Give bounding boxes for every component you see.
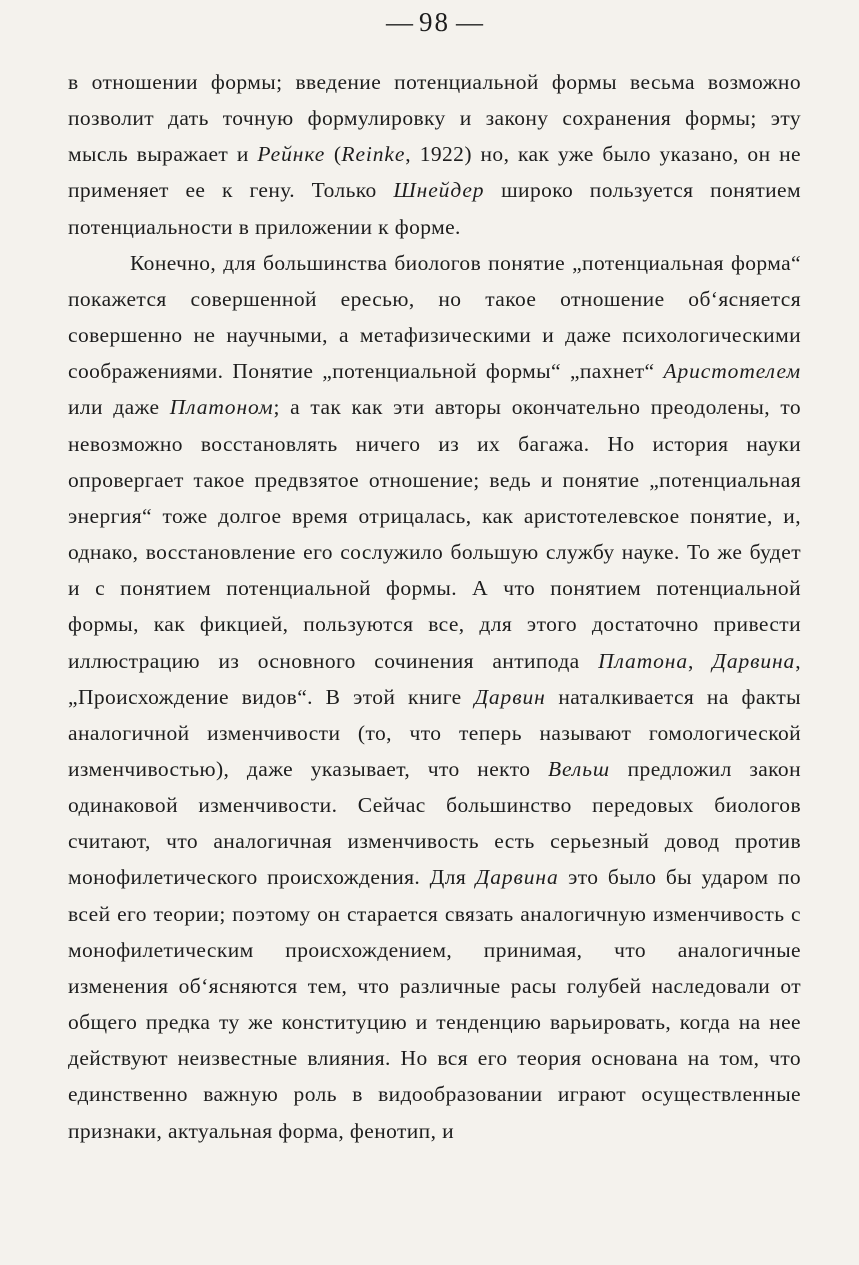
- paragraph-2: [68, 245, 801, 1149]
- author-name: Дарвина: [475, 865, 559, 890]
- text-run: , „Происхождение видов“. В этой книге: [68, 648, 801, 709]
- text-run: это было бы ударом по всей его теории; поэтому он старается связать аналогичную изменчивость с монофилетическим происхождением, принимая, что аналогичные изменения об‘ясняются тем, что различные расы голубей наследовали от общего предка ту же конституцию и тенденцию варьировать, когда на нее действуют неизвестные влияния. Но вся его теория основана на том, что единственно важную роль в видообразовании играют осуществленные признаки, актуальная форма, фенотип, и: [68, 865, 802, 1143]
- text-run: широко пользуется понятием потенциальности в приложении к форме.: [68, 178, 801, 239]
- text-run: предложил закон одинаковой изменчивости. Сейчас большинство передовых биологов считают, что аналогичная изменчивость есть серьезный довод против монофилетического происхождения. Для: [68, 756, 801, 890]
- author-name: Платоном: [169, 395, 274, 420]
- body-text: [68, 64, 801, 1149]
- page-number: 98: [419, 7, 450, 37]
- text-run: наталкивается на факты аналогичной изменчивости (то, что теперь называют гомологической изменчивостью), даже указывает, что некто: [68, 684, 801, 781]
- author-name: Аристотелем: [663, 359, 801, 384]
- header-dash-right: —: [456, 7, 483, 37]
- text-run: или даже: [68, 395, 170, 420]
- author-name: Платона: [598, 648, 688, 673]
- author-name: Дарвина: [712, 648, 796, 673]
- author-name: Рейнке: [257, 142, 326, 167]
- page-header: [68, 0, 801, 42]
- text-run: , 1922) но, как уже было указано, он не применяет ее к гену. Только: [68, 142, 801, 203]
- author-name: Вельш: [547, 756, 611, 781]
- text-run: Конечно, для большинства биологов понятие „потенциальная форма“ покажется совершенной ересью, но такое отношение об‘ясняется совершенно не научными, а метафизическими и даже психологическими соображениями. Понятие „потенциальной формы“ „пахнет“: [68, 250, 801, 384]
- text-run: (: [325, 142, 342, 167]
- text-run: ,: [688, 648, 713, 673]
- header-dash-left: —: [386, 7, 413, 37]
- text-run: ; а так как эти авторы окончательно преодолены, то невозможно восстановлять ничего из их багажа. Но история науки опровергает такое предвзятое отношение; ведь и понятие „потенциальная энергия“ тоже долгое время отрицалась, как аристотелевское понятие, и, однако, восстановление его сослужило большую службу науке. То же будет и с понятием потенциальной формы. А что понятием потенциальной формы, как фикцией, пользуются все, для этого достаточно привести иллюстрацию из основного сочинения антипода: [68, 395, 801, 673]
- author-name: Reinke: [341, 142, 406, 167]
- paragraph-1: [68, 64, 801, 245]
- author-name: Дарвин: [474, 684, 546, 709]
- author-name: Шнейдер: [393, 178, 485, 203]
- text-run: в отношении формы; введение потенциальной формы весьма возможно позволит дать точную формулировку и закону сохранения формы; эту мысль выражает и: [68, 70, 801, 167]
